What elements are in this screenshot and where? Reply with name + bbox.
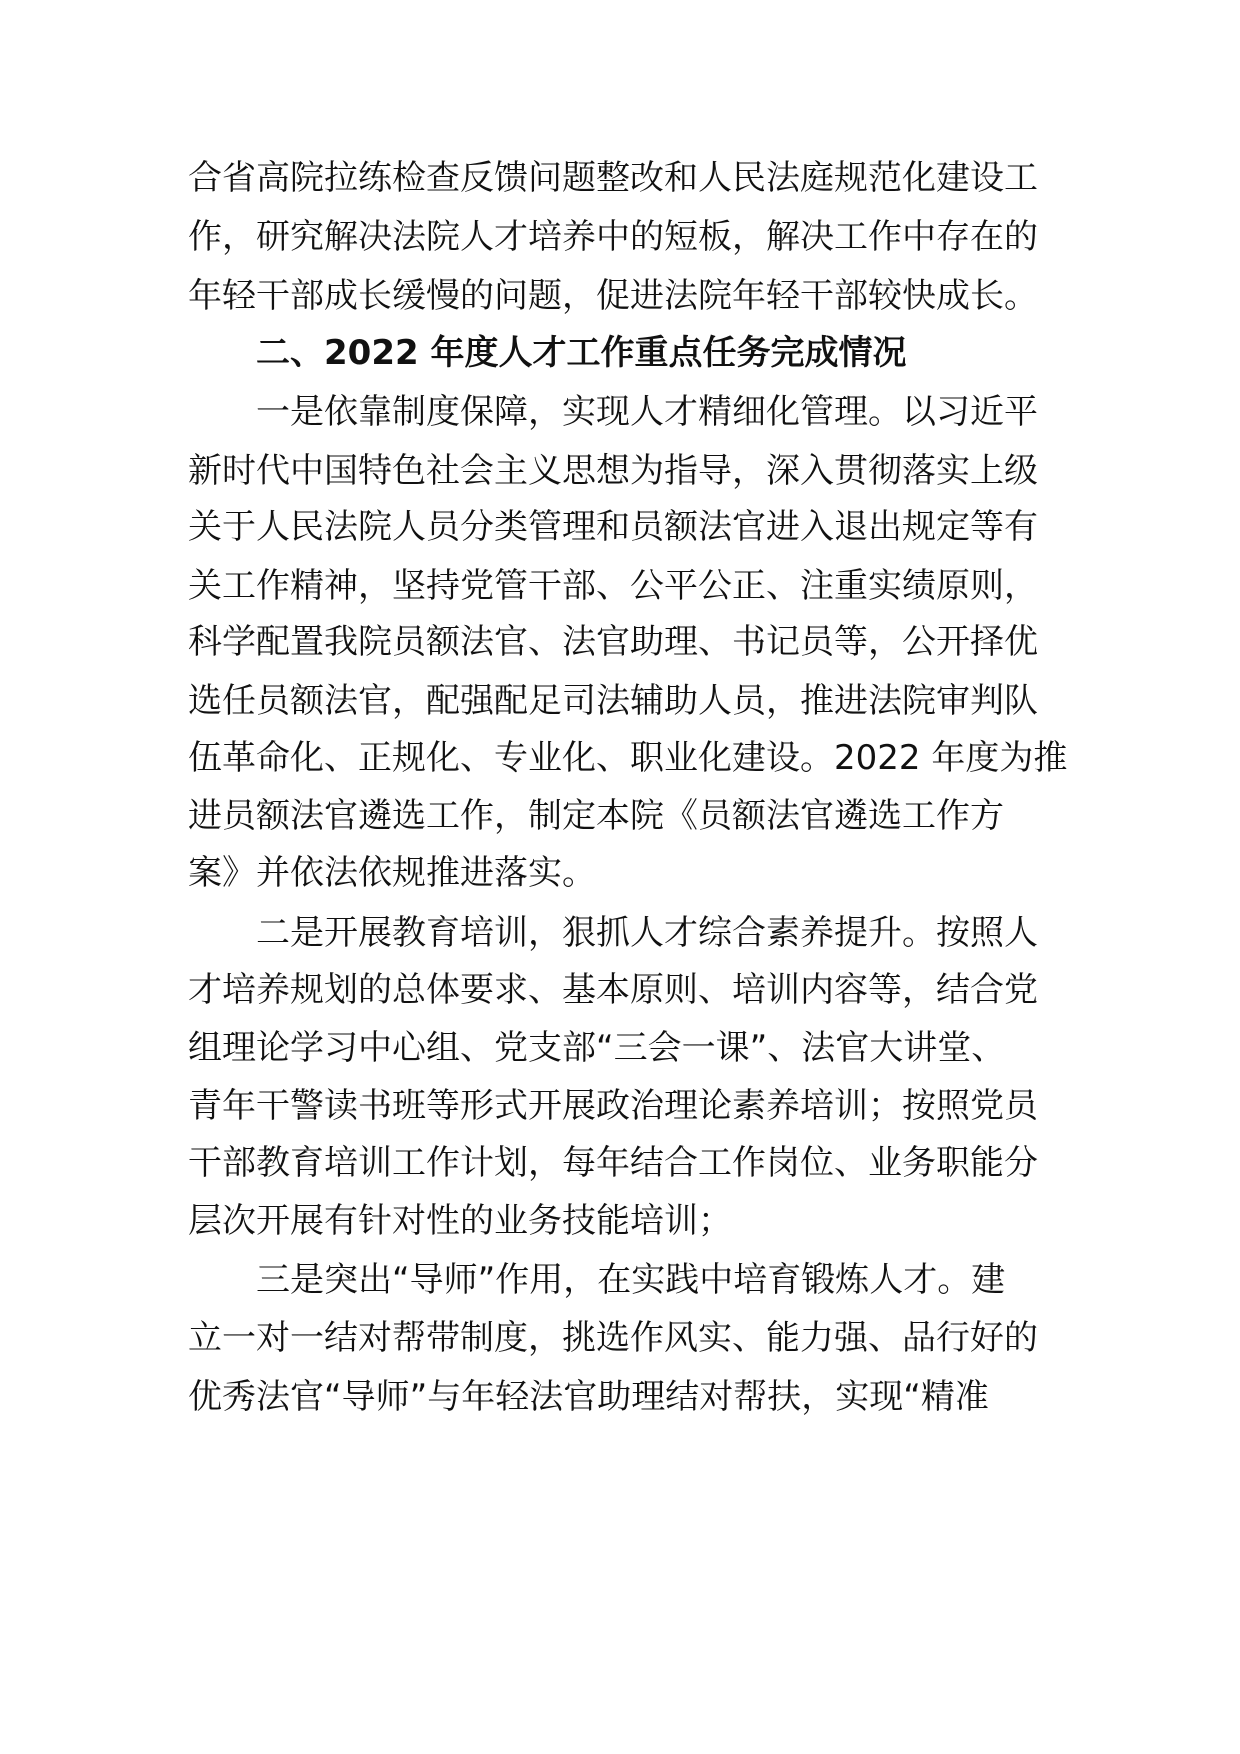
text-line: 才培养规划的总体要求、基本原则、培训内容等，结合党 xyxy=(188,970,1038,1010)
text-line: 优秀法官“导师”与年轻法官助理结对帮扶，实现“精准 xyxy=(188,1377,989,1417)
text-line: 青年干警读书班等形式开展政治理论素养培训；按照党员 xyxy=(188,1086,1038,1126)
text-line: 进员额法官遴选工作，制定本院《员额法官遴选工作方 xyxy=(188,796,1004,836)
text-line: 关于人民法院人员分类管理和员额法官进入退出规定等有 xyxy=(188,507,1038,547)
text-line: 干部教育培训工作计划，每年结合工作岗位、业务职能分 xyxy=(188,1143,1038,1183)
text-line: 作，研究解决法院人才培养中的短板，解决工作中存在的 xyxy=(188,217,1038,257)
text-line: 伍革命化、正规化、专业化、职业化建设。2022 年度为推 xyxy=(188,738,1068,778)
text-line: 关工作精神，坚持党管干部、公平公正、注重实绩原则， xyxy=(188,566,1038,606)
text-line: 案》并依法依规推进落实。 xyxy=(188,853,596,893)
text-line: 三是突出“导师”作用，在实践中培育锻炼人才。建 xyxy=(256,1260,1006,1300)
text-line: 新时代中国特色社会主义思想为指导，深入贯彻落实上级 xyxy=(188,451,1038,491)
text-line: 选任员额法官，配强配足司法辅助人员，推进法院审判队 xyxy=(188,681,1038,721)
section-heading: 二、2022 年度人才工作重点任务完成情况 xyxy=(256,333,907,373)
text-line: 二是开展教育培训，狠抓人才综合素养提升。按照人 xyxy=(256,913,1038,953)
text-line: 科学配置我院员额法官、法官助理、书记员等，公开择优 xyxy=(188,622,1038,662)
text-line: 组理论学习中心组、党支部“三会一课”、法官大讲堂、 xyxy=(188,1028,1006,1068)
text-line: 层次开展有针对性的业务技能培训； xyxy=(188,1201,732,1241)
text-line: 一是依靠制度保障，实现人才精细化管理。以习近平 xyxy=(256,392,1038,432)
text-line: 年轻干部成长缓慢的问题，促进法院年轻干部较快成长。 xyxy=(188,276,1038,316)
text-line: 立一对一结对帮带制度，挑选作风实、能力强、品行好的 xyxy=(188,1318,1038,1358)
text-line: 合省高院拉练检查反馈问题整改和人民法庭规范化建设工 xyxy=(188,158,1038,198)
